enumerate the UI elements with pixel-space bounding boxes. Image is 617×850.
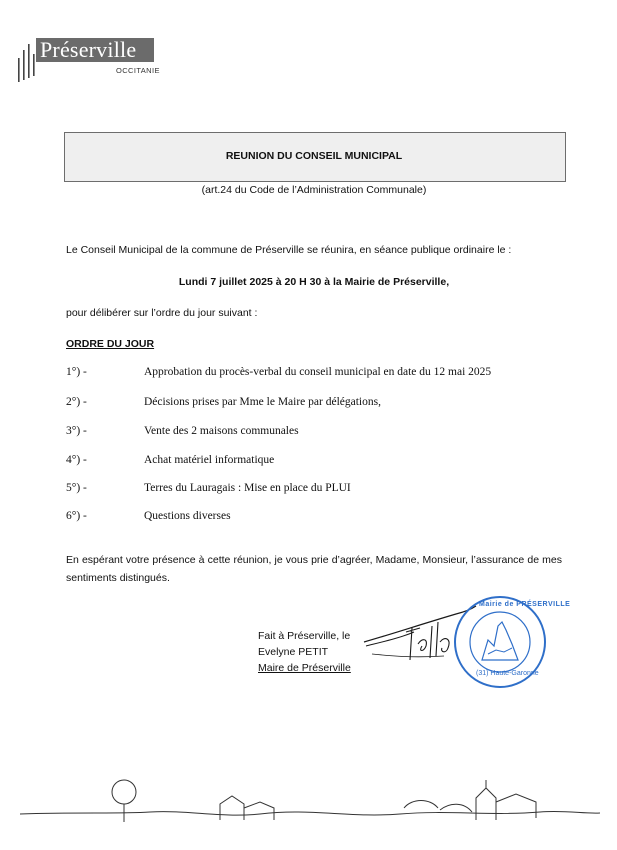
signature-place: Fait à Préserville, le	[258, 630, 351, 642]
agenda-title: ORDRE DU JOUR	[66, 338, 155, 350]
agenda-item-text: Vente des 2 maisons communales	[144, 425, 299, 437]
agenda-item-number: 5°) -	[66, 482, 87, 494]
purpose-text: pour délibérer sur l’ordre du jour suivant :	[66, 307, 258, 319]
agenda-item-text: Terres du Lauragais : Mise en place du PLUI	[144, 482, 351, 494]
document-subtitle: (art.24 du Code de l’Administration Communale)	[201, 184, 427, 196]
agenda-item-text: Approbation du procès-verbal du conseil municipal en date du 12 mai 2025	[144, 366, 492, 378]
agenda-item-number: 6°) -	[66, 510, 87, 522]
signature-name: Evelyne PETIT	[258, 646, 329, 658]
logo-region: OCCITANIE	[116, 66, 160, 75]
logo-name: Préserville	[40, 37, 137, 62]
meeting-date: Lundi 7 juillet 2025 à 20 H 30 à la Mairie de Préserville,	[178, 276, 450, 288]
agenda-item-text: Questions diverses	[144, 510, 231, 522]
stamp-subtext: (31) Haute-Garonne	[476, 670, 539, 677]
stamp-text: Mairie de PRÉSERVILLE	[479, 601, 571, 608]
closing-paragraph: En espérant votre présence à cette réunion, je vous prie d’agréer, Madame, Monsieur, l’assurance de mes sentiments distingués.	[66, 554, 562, 584]
logo-bars-icon	[16, 42, 38, 82]
agenda-item-text: Achat matériel informatique	[144, 454, 275, 466]
village-landscape-illustration	[20, 768, 600, 830]
document-title: REUNION DU CONSEIL MUNICIPAL	[225, 150, 403, 162]
agenda-item-number: 3°) -	[66, 425, 87, 437]
agenda-item-number: 2°) -	[66, 396, 87, 408]
agenda-item-text: Décisions prises par Mme le Maire par délégations,	[144, 396, 381, 408]
agenda-item-number: 4°) -	[66, 454, 87, 466]
signature-role: Maire de Préserville	[258, 662, 351, 674]
agenda-item-number: 1°) -	[66, 366, 87, 378]
intro-paragraph: Le Conseil Municipal de la commune de Préserville se réunira, en séance publique ordinaire le :	[66, 244, 512, 256]
